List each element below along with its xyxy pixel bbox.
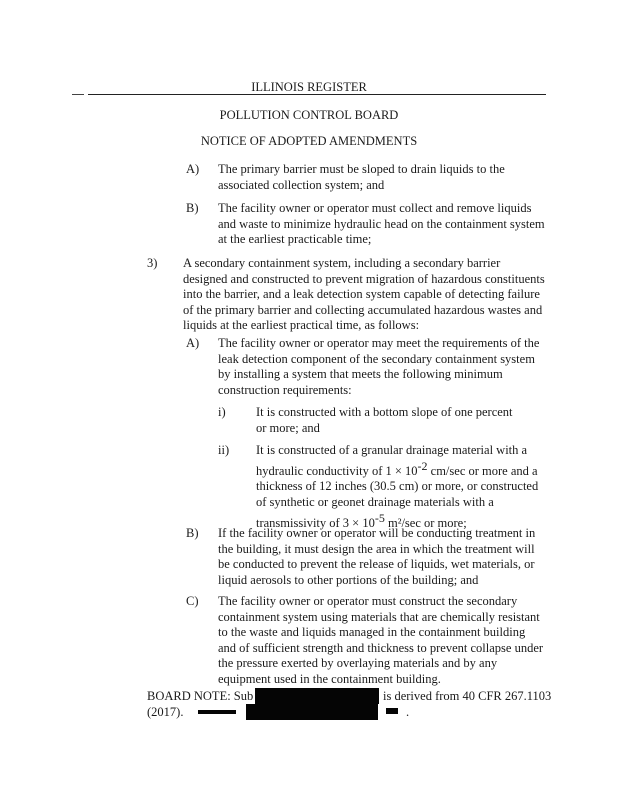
board-note-end: is derived from 40 CFR 267.1103	[383, 689, 552, 703]
item-label: ii)	[218, 443, 230, 457]
notice-title: NOTICE OF ADOPTED AMENDMENTS	[200, 134, 418, 148]
item-text: The facility owner or operator must collect and remove liquids and waste to minimize hydraulic head on the containment system at the earliest practicable time;	[218, 201, 545, 247]
item-label: 3)	[147, 256, 158, 270]
item-text: A secondary containment system, including a secondary barrier designed and constructed to prevent migration of hazardous constituents into the barrier, and a leak detection system capable of detecting failure of the primary barrier and collecting accumulated hazardous wastes and liquids at the earliest practical time, as follows:	[183, 256, 545, 333]
item-label: A)	[186, 162, 200, 176]
item-label: B)	[186, 201, 199, 215]
board-title: POLLUTION CONTROL BOARD	[219, 108, 399, 122]
redaction-mark	[198, 710, 236, 714]
item-label: B)	[186, 526, 199, 540]
item-text: The facility owner or operator must construct the secondary containment system using materials that are chemically resistant to the waste and liquids managed in the containment building and of sufficient strength and thickness to prevent collapse under the pressure exerted by overlaying materials and by any equipment used in the containment building.	[218, 594, 544, 686]
board-note-period: .	[406, 705, 410, 719]
board-note-start: BOARD NOTE: Sub	[147, 689, 254, 703]
item-label: i)	[218, 405, 226, 419]
header-rule	[88, 94, 546, 95]
item-label: C)	[186, 594, 199, 608]
item-text: It is constructed of a granular drainage material with a hydraulic conductivity of $1 \times 10^{-2}$ cm/sec or more and a thickness of 12 inches (30.5 cm) or more, or constructed of synthetic or geonet drainage materials with a transmissivity of $3 \times 10^{-5}$ m²/sec or more;	[256, 443, 539, 530]
item-text: The facility owner or operator may meet the requirements of the leak detection component of the secondary containment system by installing a system that meets the following minimum construction requirements:	[218, 336, 540, 397]
redaction-mark	[386, 708, 398, 714]
item-label: A)	[186, 336, 200, 350]
redaction-block	[246, 704, 378, 720]
register-title: ILLINOIS REGISTER	[251, 80, 367, 94]
board-note-year: (2017).	[147, 705, 184, 719]
redaction-block	[255, 688, 379, 704]
item-text: It is constructed with a bottom slope of one percent or more; and	[256, 405, 513, 435]
item-text: The primary barrier must be sloped to drain liquids to the associated collection system; and	[218, 162, 505, 192]
item-text: If the facility owner or operator will be conducting treatment in the building, it must design the area in which the treatment will be conducted to prevent the release of liquids, wet materials, or liquid aerosols to other portions of the building; and	[218, 526, 536, 587]
